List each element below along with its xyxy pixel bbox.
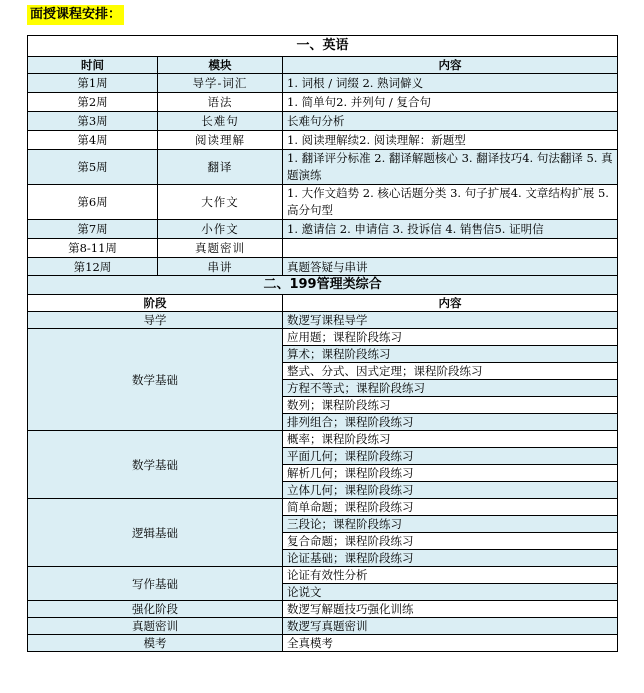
english-header-cell: 内容 — [283, 57, 618, 74]
week-cell: 第6周 — [28, 185, 158, 220]
management-table-row — [28, 431, 618, 448]
stage-content-cell: 复合命题；课程阶段练习 — [283, 533, 618, 550]
english-table-row — [28, 112, 618, 131]
english-table-row — [28, 131, 618, 150]
stage-cell: 数学基础 — [28, 329, 283, 431]
stage-content-cell: 数逻写解题技巧强化训练 — [283, 601, 618, 618]
stage-content-cell: 概率；课程阶段练习 — [283, 431, 618, 448]
content-cell: 1. 邀请信 2. 申请信 3. 投诉信 4. 销售信5. 证明信 — [283, 220, 618, 239]
stage-content-cell: 平面几何；课程阶段练习 — [283, 448, 618, 465]
management-schedule-table — [27, 275, 618, 652]
module-cell: 真题密训 — [158, 239, 283, 258]
stage-content-cell: 数逻写课程导学 — [283, 312, 618, 329]
stage-cell: 导学 — [28, 312, 283, 329]
week-cell: 第4周 — [28, 131, 158, 150]
content-cell: 1. 阅读理解续2. 阅读理解：新题型 — [283, 131, 618, 150]
stage-content-cell: 整式、分式、因式定理；课程阶段练习 — [283, 363, 618, 380]
stage-content-cell: 数列；课程阶段练习 — [283, 397, 618, 414]
week-cell: 第3周 — [28, 112, 158, 131]
module-cell: 大作文 — [158, 185, 283, 220]
page-heading: 面授课程安排： — [27, 5, 124, 25]
english-table-row — [28, 239, 618, 258]
content-cell: 1. 简单句2. 并列句 / 复合句 — [283, 93, 618, 112]
english-header-cell: 时间 — [28, 57, 158, 74]
week-cell: 第2周 — [28, 93, 158, 112]
management-table-row — [28, 499, 618, 516]
stage-content-cell: 立体几何；课程阶段练习 — [283, 482, 618, 499]
stage-content-cell: 论说文 — [283, 584, 618, 601]
stage-cell: 逻辑基础 — [28, 499, 283, 567]
week-cell: 第8-11周 — [28, 239, 158, 258]
english-table-row — [28, 220, 618, 239]
content-cell: 1. 翻译评分标准 2. 翻译解题核心 3. 翻译技巧4. 句法翻译 5. 真题演练 — [283, 150, 618, 185]
management-table-row — [28, 635, 618, 652]
management-table-row — [28, 329, 618, 346]
module-cell: 阅读理解 — [158, 131, 283, 150]
english-header-row — [28, 57, 618, 74]
english-header-cell: 模块 — [158, 57, 283, 74]
stage-content-cell: 解析几何；课程阶段练习 — [283, 465, 618, 482]
module-cell: 小作文 — [158, 220, 283, 239]
week-cell: 第5周 — [28, 150, 158, 185]
english-table-row — [28, 185, 618, 220]
week-cell: 第12周 — [28, 258, 158, 277]
stage-content-cell: 数逻写真题密训 — [283, 618, 618, 635]
stage-content-cell: 论证有效性分析 — [283, 567, 618, 584]
content-cell — [283, 239, 618, 258]
module-cell: 翻译 — [158, 150, 283, 185]
stage-cell: 数学基础 — [28, 431, 283, 499]
management-table-row — [28, 618, 618, 635]
english-table-row — [28, 150, 618, 185]
stage-cell: 真题密训 — [28, 618, 283, 635]
module-cell: 长难句 — [158, 112, 283, 131]
stage-content-cell: 排列组合；课程阶段练习 — [283, 414, 618, 431]
week-cell: 第7周 — [28, 220, 158, 239]
stage-content-cell: 方程不等式；课程阶段练习 — [283, 380, 618, 397]
management-section-row — [28, 276, 618, 295]
english-table-row — [28, 258, 618, 277]
stage-content-cell: 算术；课程阶段练习 — [283, 346, 618, 363]
management-header-cell: 内容 — [283, 295, 618, 312]
management-header-cell: 阶段 — [28, 295, 283, 312]
stage-content-cell: 应用题；课程阶段练习 — [283, 329, 618, 346]
stage-content-cell: 简单命题；课程阶段练习 — [283, 499, 618, 516]
english-section-row — [28, 36, 618, 57]
stage-content-cell: 全真模考 — [283, 635, 618, 652]
content-cell: 1. 词根 / 词缀 2. 熟词僻义 — [283, 74, 618, 93]
content-cell: 1. 大作文趋势 2. 核心话题分类 3. 句子扩展4. 文章结构扩展 5. 高分句型 — [283, 185, 618, 220]
management-table-row — [28, 312, 618, 329]
stage-cell: 模考 — [28, 635, 283, 652]
stage-cell: 强化阶段 — [28, 601, 283, 618]
module-cell: 串讲 — [158, 258, 283, 277]
stage-content-cell: 三段论；课程阶段练习 — [283, 516, 618, 533]
content-cell: 真题答疑与串讲 — [283, 258, 618, 277]
stage-cell: 写作基础 — [28, 567, 283, 601]
english-section-title: 一、英语 — [28, 36, 618, 57]
english-table-row — [28, 93, 618, 112]
english-schedule-table — [27, 35, 618, 277]
management-table-row — [28, 567, 618, 584]
management-table-row — [28, 601, 618, 618]
management-section-title: 二、199管理类综合 — [28, 276, 618, 295]
module-cell: 导学-词汇 — [158, 74, 283, 93]
stage-content-cell: 论证基础；课程阶段练习 — [283, 550, 618, 567]
week-cell: 第1周 — [28, 74, 158, 93]
english-table-row — [28, 74, 618, 93]
content-cell: 长难句分析 — [283, 112, 618, 131]
module-cell: 语法 — [158, 93, 283, 112]
management-header-row — [28, 295, 618, 312]
